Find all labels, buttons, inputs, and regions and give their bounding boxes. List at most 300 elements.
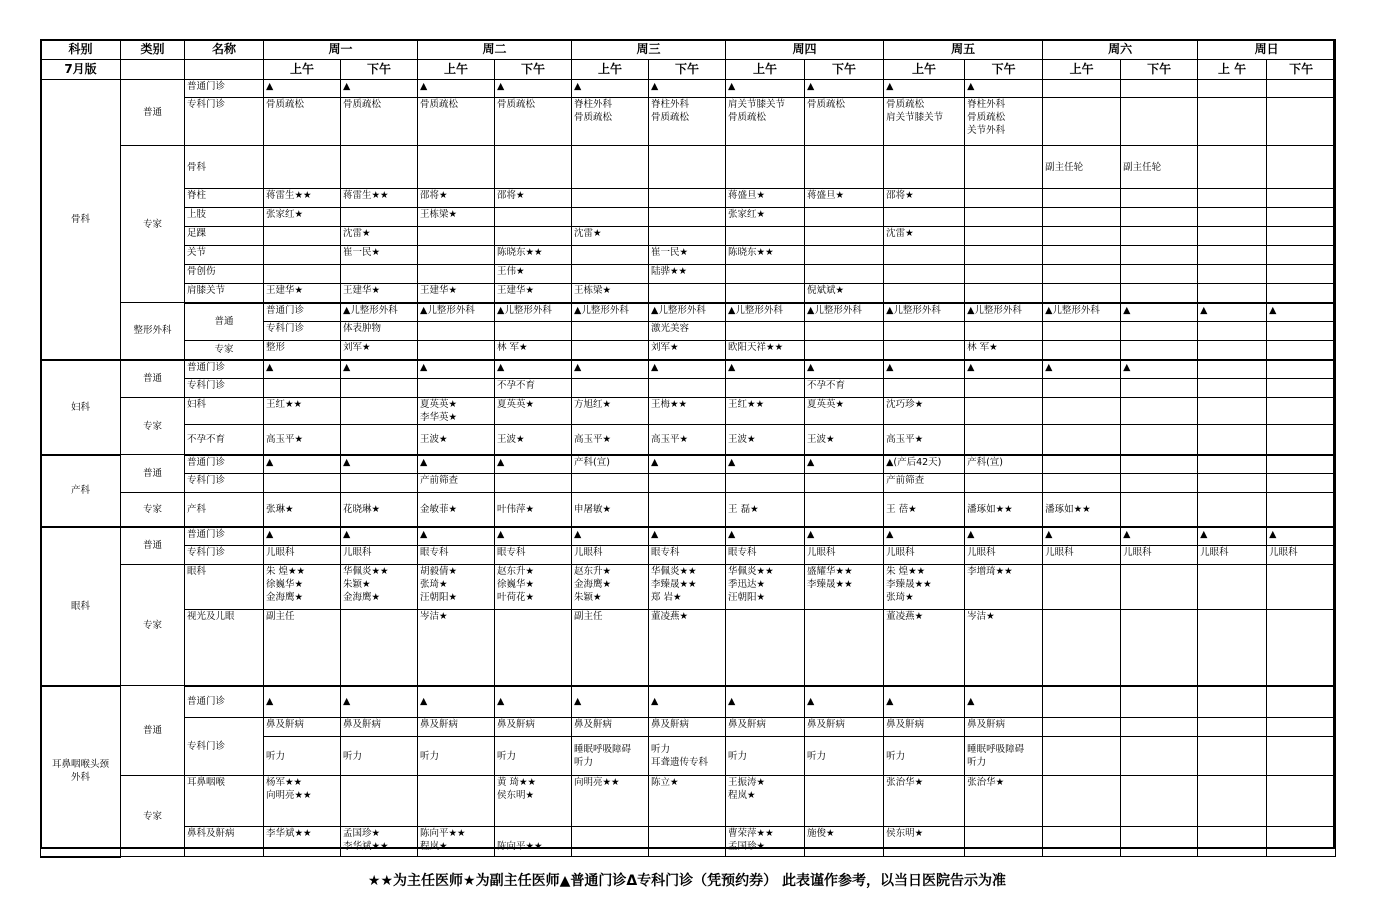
schedule-cell [1198,322,1267,341]
schedule-cell: 儿眼科 [1267,546,1336,565]
schedule-cell: 儿眼科 [1198,546,1267,565]
schedule-row [41,610,1336,686]
schedule-cell [495,322,572,341]
schedule-cell: ▲ [341,80,418,98]
schedule-cell [805,208,884,227]
schedule-cell [1198,565,1267,610]
edition-label: 7月版 [41,60,121,80]
schedule-cell [418,265,495,284]
schedule-cell [1267,776,1336,827]
schedule-cell: ▲ [649,80,726,98]
schedule-cell: 陈晓东★★ [495,246,572,265]
schedule-cell: 骨质疏松 [264,98,341,146]
schedule-cell: 方旭红★ [572,398,649,425]
schedule-cell: ▲ [1267,527,1336,546]
schedule-cell: 侯东明★ [884,827,965,857]
schedule-cell: 鼻及鼾病 [341,718,418,737]
am-header: 上午 [572,60,649,80]
schedule-cell [341,379,418,398]
schedule-row [41,546,1336,565]
schedule-cell [341,146,418,189]
schedule-cell: ▲儿整形外科 [884,303,965,322]
schedule-row [41,227,1336,246]
schedule-cell: 儿眼科 [884,546,965,565]
schedule-cell: 鼻及鼾病 [884,718,965,737]
clinic-name-cell: 专科门诊 [185,98,264,146]
schedule-cell [965,322,1043,341]
schedule-cell [1043,284,1121,303]
schedule-cell [884,146,965,189]
schedule-cell: 听力 [726,737,805,776]
clinic-name-cell: 普通门诊 [185,527,264,546]
schedule-cell [805,322,884,341]
schedule-cell: ▲ [1267,303,1336,322]
dept-header: 科别 [41,40,121,60]
schedule-cell: 申屠敏★ [572,493,649,527]
schedule-cell [805,341,884,360]
clinic-name-cell: 专科门诊 [264,322,341,341]
schedule-cell [1198,360,1267,379]
schedule-cell [1198,493,1267,527]
schedule-cell [1198,686,1267,718]
schedule-cell [418,322,495,341]
schedule-cell: ▲ [495,527,572,546]
schedule-cell [1121,322,1198,341]
schedule-cell: ▲ [965,686,1043,718]
schedule-cell [341,776,418,827]
schedule-row [41,303,1336,322]
category-cell: 专家 [121,776,185,857]
schedule-row [41,565,1336,610]
schedule-cell [965,246,1043,265]
schedule-cell [418,227,495,246]
legend-footer: ★★为主任医师★为副主任医师▲普通门诊Δ专科门诊（凭预约券） 此表谨作参考，以当日医院告示为准 [367,873,1007,889]
day-header-thu: 周四 [726,40,884,60]
schedule-cell [1121,565,1198,610]
schedule-cell: 鼻及鼾病 [572,718,649,737]
schedule-cell [1043,718,1121,737]
am-header: 上午 [884,60,965,80]
schedule-cell [1267,455,1336,474]
schedule-cell: 崔一民★ [341,246,418,265]
schedule-cell: ▲ [264,360,341,379]
schedule-cell [649,493,726,527]
schedule-row [41,189,1336,208]
schedule-cell: ▲ [884,360,965,379]
clinic-name-cell: 专科门诊 [185,546,264,565]
schedule-cell [418,146,495,189]
clinic-name-cell: 骨创伤 [185,265,264,284]
schedule-cell [572,322,649,341]
day-header-tue: 周二 [418,40,572,60]
schedule-cell: 陈向平★★ [495,827,572,857]
schedule-cell: 华佩炎★★ 季迅达★ 汪朝阳★ [726,565,805,610]
schedule-cell [726,227,805,246]
schedule-cell [1198,455,1267,474]
clinic-name-cell: 专科门诊 [185,718,264,776]
schedule-cell [726,322,805,341]
schedule-cell [649,827,726,857]
schedule-cell [1121,284,1198,303]
schedule-cell: ▲ [418,80,495,98]
schedule-cell [1121,208,1198,227]
schedule-cell: 邵将★ [418,189,495,208]
schedule-cell [572,341,649,360]
schedule-cell [649,146,726,189]
schedule-cell: ▲儿整形外科 [649,303,726,322]
schedule-cell: 骨质疏松 [418,98,495,146]
schedule-row [41,718,1336,737]
schedule-cell [805,610,884,686]
schedule-cell [1043,776,1121,827]
schedule-cell [1043,686,1121,718]
schedule-cell: ▲ [341,455,418,474]
schedule-cell: 高玉平★ [572,425,649,455]
pm-header: 下午 [1121,60,1198,80]
schedule-cell [805,246,884,265]
schedule-cell: ▲ [965,527,1043,546]
schedule-cell [884,246,965,265]
schedule-cell: ▲ [805,527,884,546]
schedule-cell [1198,246,1267,265]
clinic-name-cell: 脊柱 [185,189,264,208]
schedule-row [41,776,1336,827]
schedule-cell [1267,737,1336,776]
clinic-name-cell: 足踝 [185,227,264,246]
schedule-cell: 脊柱外科 骨质疏松 关节外科 [965,98,1043,146]
schedule-cell: 副主任轮 [1121,146,1198,189]
day-header-sun: 周日 [1198,40,1336,60]
schedule-cell: 脊柱外科 骨质疏松 [572,98,649,146]
schedule-row [41,474,1336,493]
schedule-cell: 胡毅倩★ 张琦★ 汪朝阳★ [418,565,495,610]
schedule-cell [418,776,495,827]
schedule-cell [1043,98,1121,146]
schedule-cell: 叶伟萍★ [495,493,572,527]
pm-header: 下午 [495,60,572,80]
name-header: 名称 [185,40,264,60]
schedule-cell: 岑洁★ [418,610,495,686]
schedule-cell: 王振涛★ 程岚★ [726,776,805,827]
schedule-cell [1198,208,1267,227]
pm-header: 下午 [965,60,1043,80]
am-header: 上午 [264,60,341,80]
schedule-cell: 副主任轮 [1043,146,1121,189]
schedule-cell: 岑洁★ [965,610,1043,686]
schedule-cell: 潘琢如★★ [965,493,1043,527]
schedule-cell: 听力 耳聋遗传专科 [649,737,726,776]
schedule-cell [1121,425,1198,455]
schedule-cell: ▲ [495,686,572,718]
schedule-cell: 蒋盛旦★ [805,189,884,208]
schedule-cell [649,227,726,246]
schedule-cell: ▲ [264,527,341,546]
schedule-cell: 高玉平★ [884,425,965,455]
schedule-cell [1267,246,1336,265]
schedule-cell: 鼻及鼾病 [805,718,884,737]
schedule-cell [884,208,965,227]
schedule-cell: ▲ [726,360,805,379]
category-cell: 普通 [121,80,185,146]
schedule-cell: 沈雷★ [341,227,418,246]
schedule-cell: 王 蓓★ [884,493,965,527]
schedule-cell: 金敏菲★ [418,493,495,527]
clinic-name-cell: 肩膝关节 [185,284,264,303]
schedule-cell [649,474,726,493]
schedule-cell [1198,341,1267,360]
schedule-cell: 体表肿物 [341,322,418,341]
schedule-cell [805,265,884,284]
header-row-halfday [41,60,1336,80]
schedule-cell: ▲ [341,686,418,718]
schedule-cell [1267,146,1336,189]
clinic-name-cell: 视光及儿眼 [185,610,264,686]
schedule-cell: 王伟★ [495,265,572,284]
schedule-cell: ▲ [264,455,341,474]
clinic-name-cell: 普通门诊 [185,360,264,379]
schedule-cell: ▲ [726,80,805,98]
schedule-cell: ▲ [572,360,649,379]
schedule-cell [1043,455,1121,474]
schedule-cell [1043,227,1121,246]
schedule-cell [572,208,649,227]
schedule-cell [264,146,341,189]
schedule-cell [1267,341,1336,360]
schedule-cell: 儿眼科 [341,546,418,565]
schedule-cell [965,227,1043,246]
schedule-cell: 儿眼科 [965,546,1043,565]
schedule-cell: ▲ [649,455,726,474]
schedule-cell: 眼专科 [726,546,805,565]
schedule-cell: 王波★ [495,425,572,455]
schedule-cell [726,610,805,686]
schedule-cell: 眼专科 [649,546,726,565]
schedule-cell: 花晓琳★ [341,493,418,527]
clinic-name-cell: 产科 [185,493,264,527]
schedule-cell [1121,474,1198,493]
schedule-cell [726,265,805,284]
schedule-cell: 王红★★ [726,398,805,425]
schedule-cell: ▲ [572,80,649,98]
schedule-cell: 张琳★ [264,493,341,527]
schedule-cell [1198,284,1267,303]
schedule-cell: 华佩炎★★ 朱颖★ 金海鹰★ [341,565,418,610]
schedule-cell [495,474,572,493]
category-cell: 专家 [121,146,185,303]
category-cell: 专家 [121,493,185,527]
schedule-cell [1267,322,1336,341]
schedule-row [41,398,1336,425]
schedule-cell: 沈巧珍★ [884,398,965,425]
schedule-cell: 夏英英★ [805,398,884,425]
schedule-cell [1267,379,1336,398]
schedule-cell: 陈向平★★ 程岚★ [418,827,495,857]
schedule-cell: ▲ [884,686,965,718]
schedule-cell: 刘军★ [341,341,418,360]
schedule-cell: 脊柱外科 骨质疏松 [649,98,726,146]
schedule-cell [1198,610,1267,686]
department-cell: 产科 [41,455,121,527]
schedule-cell: 刘军★ [649,341,726,360]
schedule-cell: ▲ [805,455,884,474]
category-cell: 专家 [121,398,185,455]
schedule-cell [1267,686,1336,718]
category-cell: 专家 [185,341,264,360]
schedule-cell [495,227,572,246]
schedule-cell: 儿眼科 [264,546,341,565]
schedule-cell [1121,455,1198,474]
schedule-cell: 眼专科 [495,546,572,565]
schedule-cell [1267,360,1336,379]
schedule-cell [495,146,572,189]
schedule-cell [1121,610,1198,686]
schedule-cell: ▲ [495,80,572,98]
schedule-cell: 王栋梁★ [572,284,649,303]
schedule-cell: ▲ [726,455,805,474]
clinic-name-cell: 妇科 [185,398,264,425]
schedule-cell [1198,227,1267,246]
schedule-row [41,360,1336,379]
schedule-cell [1121,265,1198,284]
schedule-cell: 骨质疏松 肩关节膝关节 [884,98,965,146]
schedule-cell [572,474,649,493]
schedule-cell: 邵将★ [884,189,965,208]
schedule-row [41,827,1336,857]
schedule-cell [341,265,418,284]
schedule-cell: ▲ [649,360,726,379]
schedule-cell [649,208,726,227]
clinic-name-cell: 上肢 [185,208,264,227]
schedule-cell: 王红★★ [264,398,341,425]
schedule-cell: ▲ [805,360,884,379]
schedule-cell [726,474,805,493]
schedule-cell [965,827,1043,857]
category-cell: 普通 [121,360,185,398]
schedule-cell [1267,610,1336,686]
schedule-cell [1267,265,1336,284]
department-cell: 骨科 [41,80,121,360]
department-cell: 整形外科 [121,303,185,360]
schedule-cell [341,474,418,493]
schedule-cell: ▲儿整形外科 [805,303,884,322]
category-cell: 专家 [121,565,185,686]
schedule-row [41,455,1336,474]
schedule-cell: ▲儿整形外科 [965,303,1043,322]
schedule-cell [1267,398,1336,425]
schedule-cell: ▲ [1121,303,1198,322]
schedule-cell: 夏英英★ [495,398,572,425]
schedule-cell [1121,776,1198,827]
schedule-cell [1043,425,1121,455]
schedule-cell [884,379,965,398]
schedule-cell: 陈晓东★★ [726,246,805,265]
schedule-cell: 董凌燕★ [649,610,726,686]
schedule-cell: 鼻及鼾病 [264,718,341,737]
schedule-cell: 骨质疏松 [341,98,418,146]
department-cell: 妇科 [41,360,121,455]
pm-header: 下午 [1267,60,1336,80]
schedule-cell [1267,474,1336,493]
clinic-name-cell: 关节 [185,246,264,265]
category-cell: 普通 [121,527,185,565]
schedule-cell [1267,493,1336,527]
schedule-cell: 陆骅★★ [649,265,726,284]
schedule-cell [884,284,965,303]
schedule-cell: ▲ [1121,527,1198,546]
header-row-days [41,40,1336,60]
schedule-cell: ▲ [418,455,495,474]
schedule-cell [341,398,418,425]
schedule-cell: ▲ [1121,360,1198,379]
schedule-cell [1121,80,1198,98]
schedule-cell: ▲儿整形外科 [726,303,805,322]
day-header-wed: 周三 [572,40,726,60]
schedule-cell: ▲儿整形外科 [418,303,495,322]
clinic-name-cell: 普通门诊 [185,455,264,474]
schedule-cell: ▲ [726,686,805,718]
schedule-row [41,341,1336,360]
schedule-cell: ▲ [495,360,572,379]
schedule-cell [649,284,726,303]
schedule-cell: 王建华★ [341,284,418,303]
schedule-cell [965,474,1043,493]
schedule-cell: 蒋雷生★★ [264,189,341,208]
schedule-cell: 产前筛查 [884,474,965,493]
schedule-cell [1198,379,1267,398]
schedule-cell [1121,718,1198,737]
schedule-cell [1267,227,1336,246]
schedule-cell [1121,227,1198,246]
schedule-cell: 赵东升★ 金海鹰★ 朱颖★ [572,565,649,610]
schedule-cell: 听力 [884,737,965,776]
schedule-cell [418,341,495,360]
schedule-cell: 李华斌★★ [264,827,341,857]
schedule-cell [1043,189,1121,208]
schedule-cell: 鼻及鼾病 [418,718,495,737]
pm-header: 下午 [649,60,726,80]
schedule-cell: 王建华★ [495,284,572,303]
schedule-cell [726,284,805,303]
schedule-cell [1121,493,1198,527]
schedule-cell: 儿眼科 [805,546,884,565]
schedule-cell [805,474,884,493]
schedule-cell: ▲ [649,527,726,546]
clinic-name-cell: 普通门诊 [185,80,264,98]
schedule-cell: ▲ [341,527,418,546]
schedule-row [41,246,1336,265]
schedule-cell [1267,208,1336,227]
schedule-cell: ▲ [418,686,495,718]
schedule-cell: 倪斌斌★ [805,284,884,303]
schedule-cell [1267,98,1336,146]
schedule-cell: 听力 [418,737,495,776]
schedule-cell [1198,737,1267,776]
schedule-cell [1121,379,1198,398]
schedule-cell [418,379,495,398]
schedule-cell [1198,718,1267,737]
schedule-cell [1121,398,1198,425]
schedule-cell: 沈雷★ [572,227,649,246]
schedule-cell: 不孕不育 [495,379,572,398]
pm-header: 下午 [805,60,884,80]
schedule-cell: 施俊★ [805,827,884,857]
schedule-cell: 孟国珍★ 李华斌★★ [341,827,418,857]
schedule-cell: 睡眠呼吸障碍 听力 [572,737,649,776]
schedule-cell: 董凌燕★ [884,610,965,686]
department-cell: 耳鼻咽喉头颈 外科 [41,686,121,857]
schedule-cell [649,379,726,398]
am-header: 上午 [1043,60,1121,80]
